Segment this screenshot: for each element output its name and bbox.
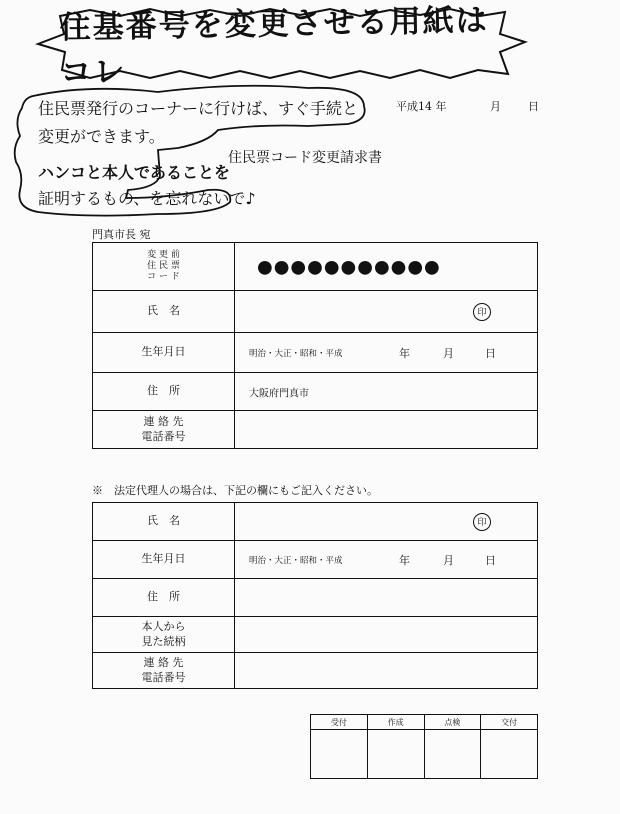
note-line-3: ハンコと本人であることを bbox=[38, 163, 231, 182]
rep-address-field[interactable] bbox=[235, 579, 538, 617]
office-received-cell[interactable] bbox=[311, 730, 368, 779]
office-created-cell[interactable] bbox=[367, 730, 424, 779]
name-label: 氏 名 bbox=[93, 291, 235, 333]
name-field[interactable] bbox=[235, 291, 538, 333]
rep-name-field[interactable] bbox=[235, 503, 538, 541]
banner-title: 住基番号を変更させる用紙はコレ bbox=[59, 2, 489, 92]
birthdate-label: 生年月日 bbox=[93, 333, 235, 373]
rep-birthdate-label: 生年月日 bbox=[93, 541, 235, 579]
birth-day-label: 日 bbox=[485, 346, 496, 360]
prev-code-field[interactable] bbox=[235, 243, 538, 291]
rep-seal-icon: 印 bbox=[473, 513, 491, 531]
birth-year-label: 年 bbox=[399, 346, 410, 360]
contact-field[interactable] bbox=[235, 411, 538, 449]
prev-code-value: ●●●●●●●●●●● bbox=[257, 256, 441, 277]
office-created-header: 作成 bbox=[367, 715, 424, 730]
rep-contact-label: 連 絡 先 電話番号 bbox=[93, 653, 235, 689]
prev-code-label: 変 更 前 住 民 票 コ ー ド bbox=[93, 243, 235, 291]
request-form bbox=[92, 242, 538, 449]
office-checked-cell[interactable] bbox=[424, 730, 481, 779]
rep-relation-label: 本人から 見た続柄 bbox=[93, 617, 235, 653]
rep-birth-month-label: 月 bbox=[443, 553, 454, 567]
date-day: 日 bbox=[528, 100, 539, 113]
note-line-1: 住民票発行のコーナーに行けば、すぐ手続と bbox=[38, 99, 359, 118]
address-field[interactable] bbox=[235, 373, 538, 411]
office-checked-header: 点検 bbox=[424, 715, 481, 730]
rep-address-label: 住 所 bbox=[93, 579, 235, 617]
era-options: 明治・大正・昭和・平成 bbox=[249, 348, 343, 359]
rep-birth-year-label: 年 bbox=[399, 553, 410, 567]
office-issued-cell[interactable] bbox=[481, 730, 538, 779]
note-line-2: 変更ができます。 bbox=[38, 127, 165, 146]
office-received-header: 受付 bbox=[311, 715, 368, 730]
office-issued-header: 交付 bbox=[481, 715, 538, 730]
legal-representative-notice: ※ 法定代理人の場合は、下記の欄にもご記入ください。 bbox=[92, 484, 378, 497]
rep-relation-field[interactable] bbox=[235, 617, 538, 653]
seal-icon: 印 bbox=[473, 303, 491, 321]
representative-form bbox=[92, 502, 538, 689]
document-title: 住民票コード変更請求書 bbox=[228, 150, 382, 166]
rep-birthdate-field[interactable] bbox=[235, 541, 538, 579]
rep-name-label: 氏 名 bbox=[93, 503, 235, 541]
rep-era-options: 明治・大正・昭和・平成 bbox=[249, 555, 343, 566]
birthdate-field[interactable] bbox=[235, 333, 538, 373]
birth-month-label: 月 bbox=[443, 346, 454, 360]
rep-birth-day-label: 日 bbox=[485, 553, 496, 567]
address-label: 住 所 bbox=[93, 373, 235, 411]
contact-label: 連 絡 先 電話番号 bbox=[93, 411, 235, 449]
date-era-year: 平成14 年 bbox=[396, 100, 447, 113]
note-line-4: 証明するもの、を忘れないで♪ bbox=[38, 189, 256, 208]
office-use-table bbox=[310, 714, 538, 779]
rep-contact-field[interactable] bbox=[235, 653, 538, 689]
addressee: 門真市長 宛 bbox=[92, 228, 151, 241]
date-month: 月 bbox=[490, 100, 501, 113]
address-value: 大阪府門真市 bbox=[249, 388, 309, 399]
